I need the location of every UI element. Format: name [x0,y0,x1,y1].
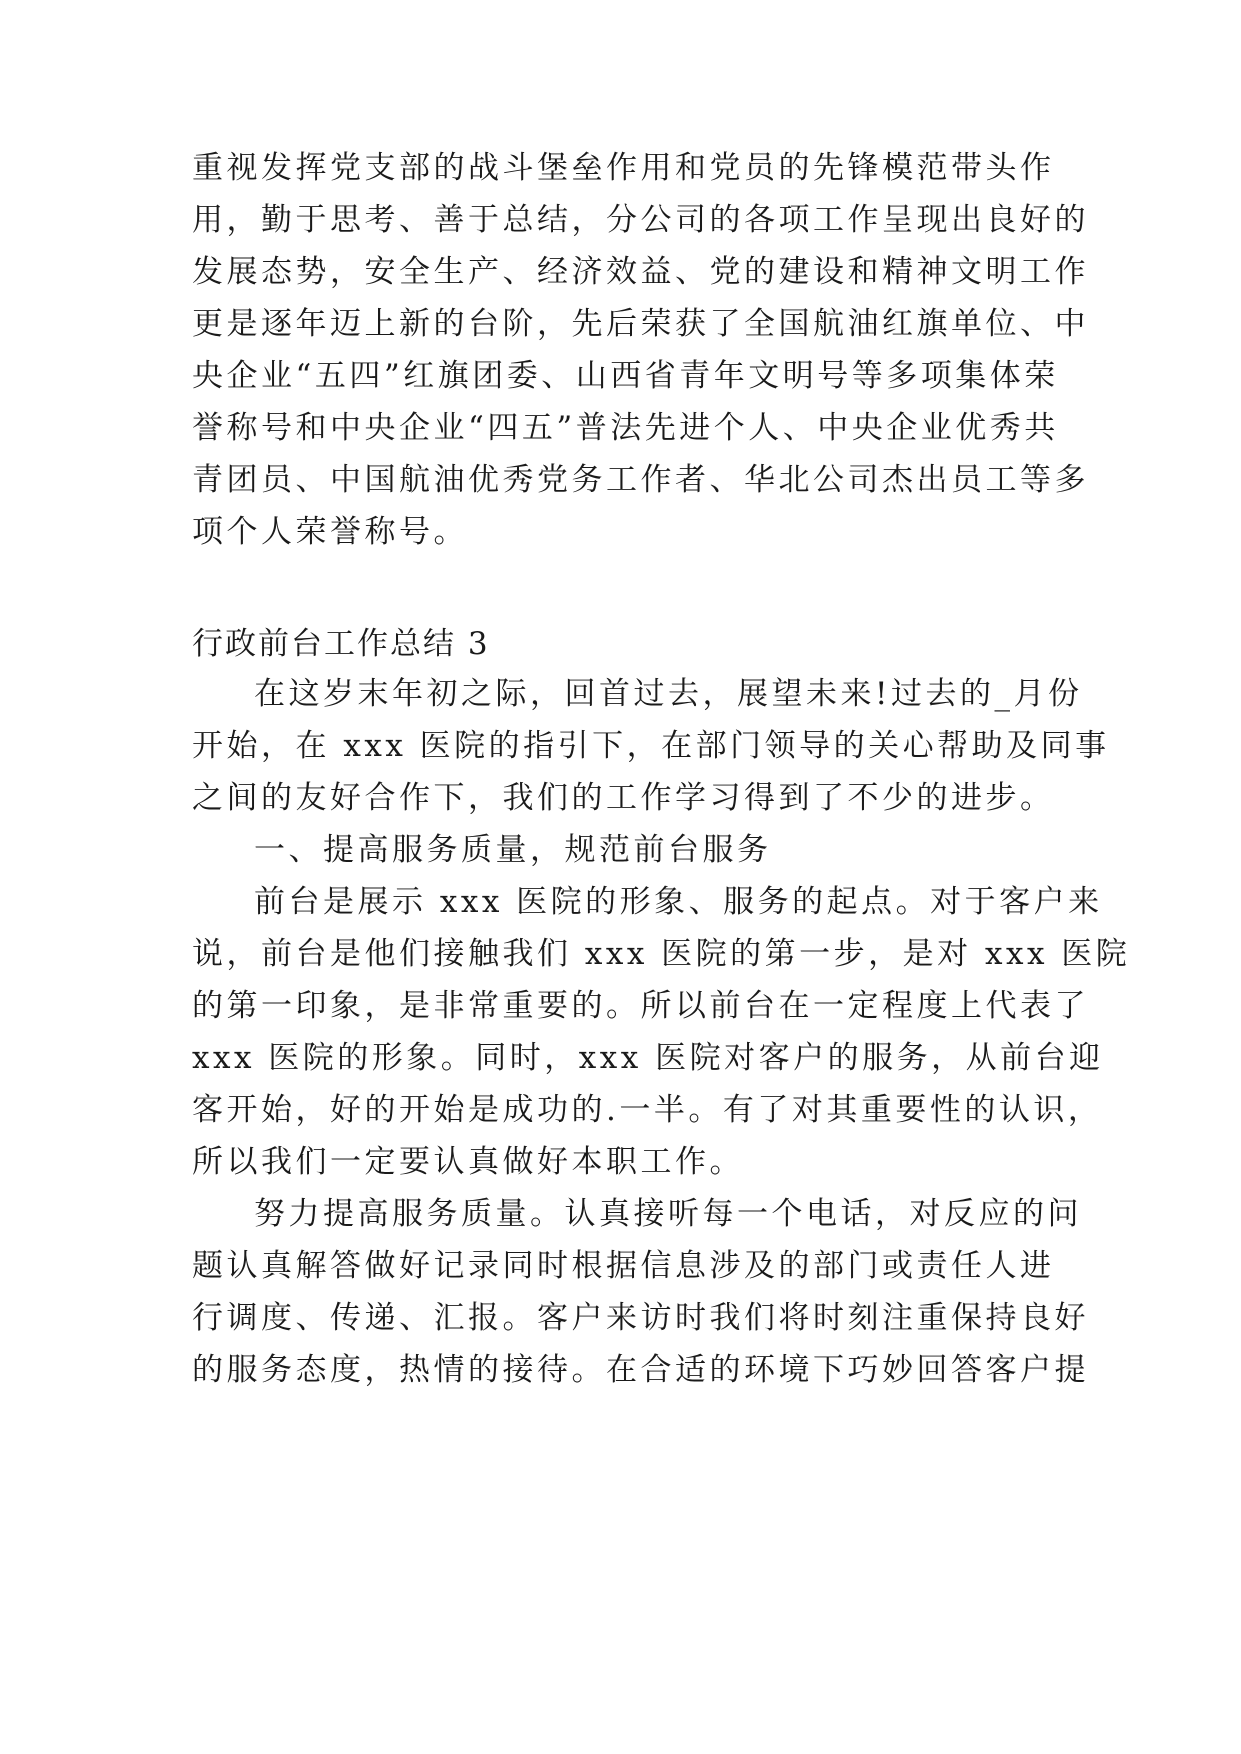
paragraph-line: 努力提高服务质量。认真接听每一个电话，对反应的问 [254,1196,1082,1232]
paragraph-line: 发展态势，安全生产、经济效益、党的建设和精神文明工作 [192,254,1089,290]
paragraph-line: 项个人荣誉称号。 [192,514,468,550]
paragraph-line: xxx 医院的形象。同时，xxx 医院对客户的服务，从前台迎 [192,1040,1104,1076]
paragraph-line: 用，勤于思考、善于总结，分公司的各项工作呈现出良好的 [192,202,1089,238]
paragraph-line: 的服务态度，热情的接待。在合适的环境下巧妙回答客户提 [192,1352,1089,1388]
paragraph-line: 的第一印象，是非常重要的。所以前台在一定程度上代表了 [192,988,1089,1024]
section-title: 行政前台工作总结 3 [192,626,490,662]
subheading: 一、提高服务质量，规范前台服务 [254,832,772,868]
paragraph-line: 之间的友好合作下，我们的工作学习得到了不少的进步。 [192,780,1055,816]
paragraph-line: 重视发挥党支部的战斗堡垒作用和党员的先锋模范带头作 [192,150,1055,186]
paragraph-line: 所以我们一定要认真做好本职工作。 [192,1144,744,1180]
paragraph-line: 行调度、传递、汇报。客户来访时我们将时刻注重保持良好 [192,1300,1089,1336]
paragraph-line: 前台是展示 xxx 医院的形象、服务的起点。对于客户来 [254,884,1103,920]
paragraph-line: 开始，在 xxx 医院的指引下，在部门领导的关心帮助及同事 [192,728,1110,764]
paragraph-line: 在这岁末年初之际，回首过去，展望未来!过去的_月份 [254,676,1083,712]
paragraph-line: 青团员、中国航油优秀党务工作者、华北公司杰出员工等多 [192,462,1089,498]
paragraph-line: 客开始，好的开始是成功的.一半。有了对其重要性的认识， [192,1092,1103,1128]
paragraph-line: 题认真解答做好记录同时根据信息涉及的部门或责任人进 [192,1248,1055,1284]
paragraph-line: 央企业“五四”红旗团委、山西省青年文明号等多项集体荣 [192,358,1059,394]
paragraph-line: 更是逐年迈上新的台阶，先后荣获了全国航油红旗单位、中 [192,306,1089,342]
paragraph-line: 誉称号和中央企业“四五”普法先进个人、中央企业优秀共 [192,410,1059,446]
paragraph-line: 说，前台是他们接触我们 xxx 医院的第一步，是对 xxx 医院 [192,936,1131,972]
